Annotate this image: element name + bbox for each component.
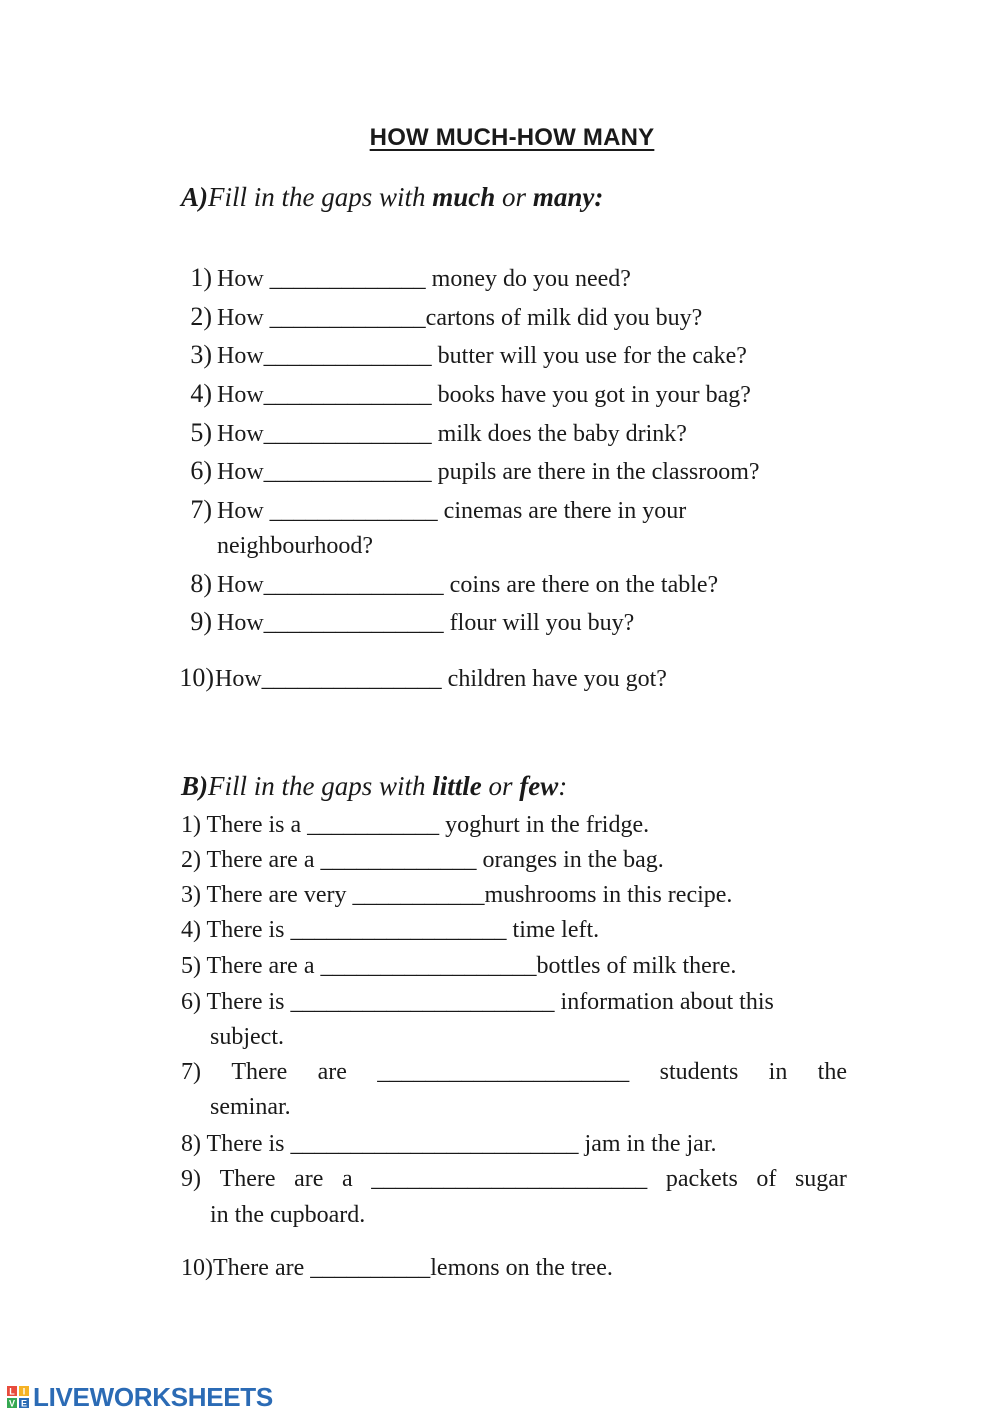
section-b-mid: or — [481, 771, 520, 801]
section-a-heading — [181, 182, 603, 213]
item-number: 3) — [190, 340, 212, 369]
item-text-continued: subject. — [210, 1024, 284, 1050]
section-b-heading — [181, 771, 567, 802]
section-b-word1: little — [432, 771, 482, 801]
section-b-label: B) — [181, 771, 208, 801]
item-text: How_______________ children have you got? — [215, 666, 667, 692]
item-text-justified — [181, 1166, 847, 1193]
list-item: 1) There is a ___________ yoghurt in the fridge. — [181, 812, 650, 838]
blank: _____________________ — [377, 1059, 630, 1085]
item-text: How______________ milk does the baby drink? — [217, 421, 687, 447]
word: of — [756, 1166, 777, 1192]
word: 9) — [181, 1166, 201, 1192]
item-number: 2) — [190, 302, 212, 331]
word: the — [817, 1059, 847, 1085]
svg-text:V: V — [8, 1398, 16, 1409]
item-text-justified — [181, 1059, 847, 1086]
item-number: 4) — [190, 379, 212, 408]
word: are — [317, 1059, 347, 1085]
item-text-continued: neighbourhood? — [217, 533, 373, 559]
item-text: How _____________ money do you need? — [217, 266, 631, 292]
item-text: How _____________cartons of milk did you buy? — [217, 305, 703, 331]
list-item: 8) There is ________________________ jam in the jar. — [181, 1131, 717, 1157]
section-a-label: A) — [181, 182, 208, 212]
item-text: How_______________ coins are there on the table? — [217, 572, 719, 598]
item-number: 1) — [190, 263, 212, 292]
word: students — [659, 1059, 739, 1085]
word: 7) — [181, 1059, 201, 1085]
liveworksheets-logo-icon — [6, 1385, 30, 1409]
list-item: 4) There is __________________ time left. — [181, 917, 600, 943]
section-b-instruction: Fill in the gaps with — [208, 771, 433, 801]
word: a — [342, 1166, 353, 1192]
word: sugar — [794, 1166, 847, 1192]
word: There — [231, 1059, 288, 1085]
item-number: 7) — [190, 495, 212, 524]
section-b-colon: : — [558, 771, 568, 801]
list-item: 5) There are a __________________bottles of milk there. — [181, 953, 737, 979]
worksheet-title: HOW MUCH-HOW MANY — [369, 124, 655, 151]
item-text: How_______________ flour will you buy? — [217, 610, 635, 636]
list-item: 2) There are a _____________ oranges in the bag. — [181, 847, 664, 873]
item-number: 5) — [190, 418, 212, 447]
section-a-word1: much — [432, 182, 496, 212]
item-number: 6) — [190, 456, 212, 485]
svg-text:E: E — [20, 1398, 28, 1409]
item-text: How______________ books have you got in your bag? — [217, 382, 751, 408]
item-text: How______________ butter will you use for the cake? — [217, 343, 747, 369]
liveworksheets-logo[interactable] — [6, 1382, 273, 1412]
blank: _______________________ — [371, 1166, 648, 1192]
word: are — [294, 1166, 324, 1192]
svg-text:L: L — [9, 1386, 15, 1397]
section-a-instruction: Fill in the gaps with — [208, 182, 433, 212]
item-text-continued: in the cupboard. — [210, 1202, 366, 1228]
item-number: 8) — [190, 569, 212, 598]
item-text-continued: seminar. — [210, 1094, 291, 1120]
item-number: 10) — [179, 663, 214, 692]
item-text: How ______________ cinemas are there in your — [217, 498, 687, 524]
word: in — [768, 1059, 788, 1085]
item-text: 6) There is ______________________ information about this — [181, 989, 774, 1015]
item-number: 9) — [190, 607, 212, 636]
section-b-word2: few — [519, 771, 559, 801]
word: packets — [665, 1166, 738, 1192]
section-a-mid: or — [495, 182, 533, 212]
svg-text:I: I — [22, 1386, 26, 1397]
list-item: 3) There are very ___________mushrooms in this recipe. — [181, 882, 733, 908]
section-a-word2: many: — [532, 182, 604, 212]
logo-text: LIVEWORKSHEETS — [33, 1381, 273, 1412]
word: There — [219, 1166, 276, 1192]
item-text: How______________ pupils are there in the classroom? — [217, 459, 760, 485]
list-item: 10)There are __________lemons on the tree. — [181, 1255, 613, 1281]
